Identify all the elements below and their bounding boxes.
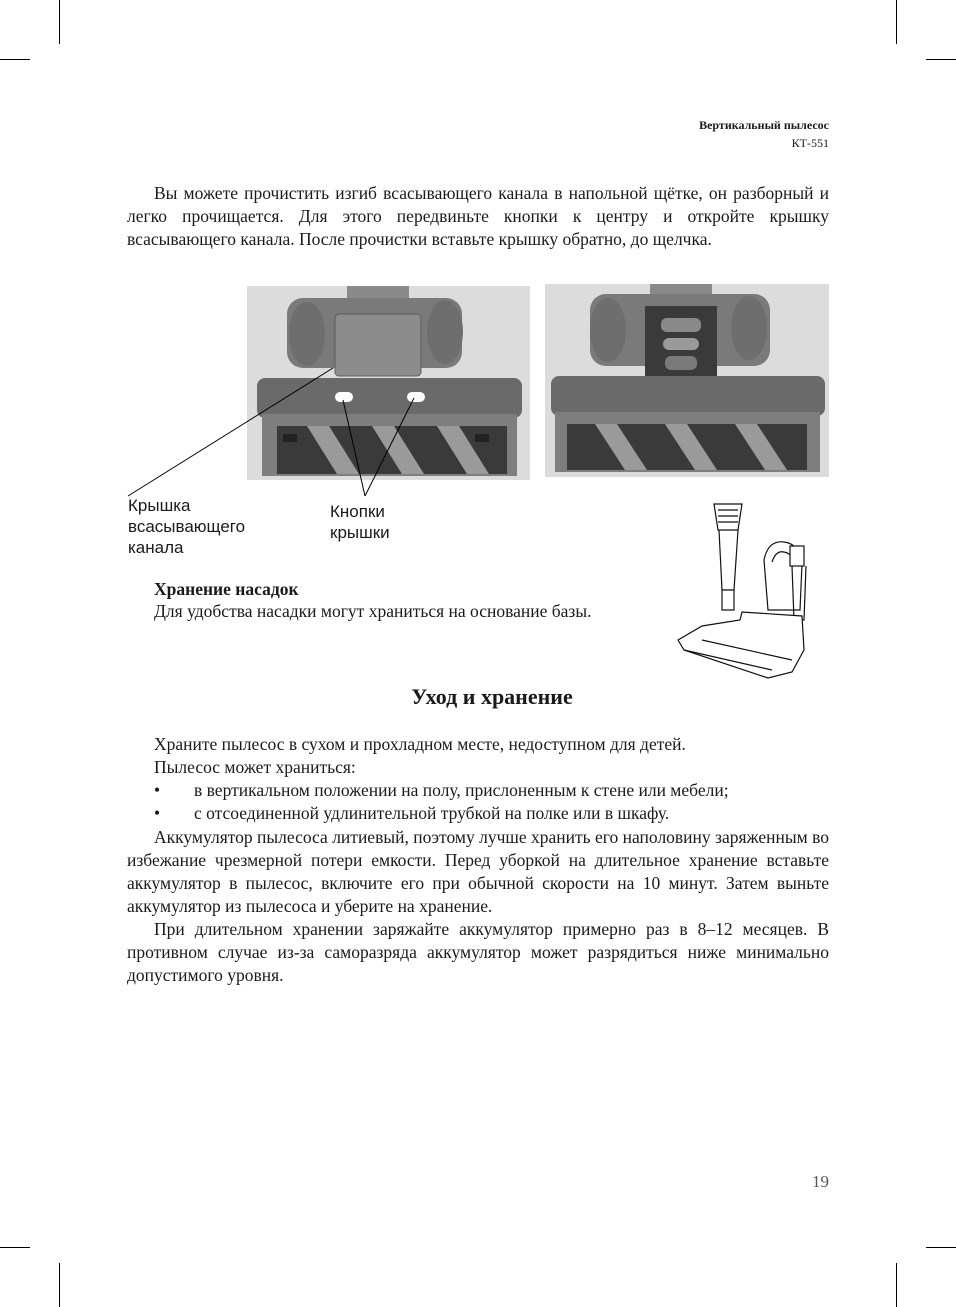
bullet-text: в вертикальном положении на полу, прислоненным к стене или мебели;: [194, 780, 729, 800]
page-number: 19: [812, 1172, 829, 1191]
crop-mark: [59, 1263, 60, 1307]
storage-text: Для удобства насадки могут храниться на основание базы.: [154, 601, 592, 621]
bullet-dot: •: [154, 803, 161, 823]
section-title: Уход и хранение: [411, 684, 573, 709]
crop-mark: [59, 0, 60, 44]
base-attachments-drawing: [672, 500, 812, 690]
section-line-1: Храните пылесос в сухом и прохладном месте, недоступном для детей.: [154, 734, 686, 754]
caption-lid-line: Крышка: [128, 496, 191, 515]
crop-mark: [926, 1247, 956, 1248]
crop-mark: [0, 1247, 30, 1248]
crop-mark: [896, 1263, 897, 1307]
long-storage-paragraph: При длительном хранении заряжайте аккумулятор примерно раз в 8–12 месяцев. В противном случае из-за саморазряда аккумулятор может разрядиться ниже минимально допустимого уровня.: [127, 919, 829, 985]
brush-photo-lid-closed: [247, 286, 530, 480]
caption-buttons-line: Кнопки: [330, 502, 385, 521]
storage-heading: Хранение насадок: [154, 579, 299, 599]
running-head: [699, 116, 829, 152]
bullet-text: с отсоединенной удлинительной трубкой на полке или в шкафу.: [194, 803, 670, 823]
caption-buttons-line: крышки: [330, 523, 390, 542]
caption-lid: [128, 495, 245, 558]
caption-lid-line: канала: [128, 538, 184, 557]
bullet-dot: •: [154, 780, 161, 800]
running-head-model: КТ-551: [791, 136, 829, 150]
bullet-item: [154, 780, 729, 801]
crop-mark: [896, 0, 897, 44]
crop-mark: [926, 59, 956, 60]
bullet-item: [154, 803, 669, 824]
battery-paragraph: Аккумулятор пылесоса литиевый, поэтому лучше хранить его наполовину заряженным во избежание чрезмерной потери емкости. Перед уборкой на длительное хранение вставьте аккумулятор в пылесос, включите его при обычной скорости на 10 минут. Затем выньте аккумулятор из пылесоса и уберите на хранение.: [127, 827, 829, 916]
brush-photo-lid-open: [545, 284, 829, 477]
intro-paragraph: Вы можете прочистить изгиб всасывающего канала в напольной щётке, он разборный и легко прочищается. Для этого передвиньте кнопки к центру и откройте крышку всасывающего канала. После прочистки вставьте крышку обратно, до щелчка.: [127, 183, 829, 249]
running-head-title: Вертикальный пылесос: [699, 118, 829, 132]
section-line-2: Пылесос может храниться:: [154, 757, 356, 777]
caption-lid-line: всасывающего: [128, 517, 246, 536]
caption-buttons: [330, 501, 390, 543]
crop-mark: [0, 59, 30, 60]
